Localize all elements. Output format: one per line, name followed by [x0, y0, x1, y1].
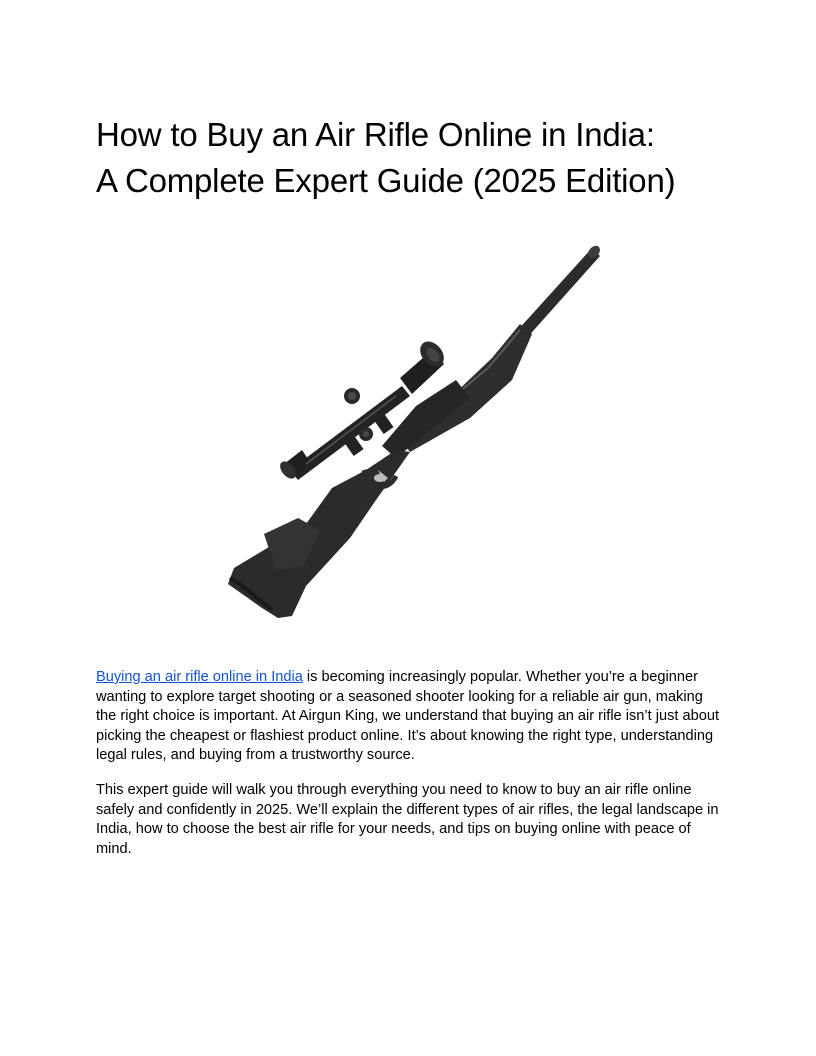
- air-rifle-illustration-icon: [220, 238, 610, 630]
- buying-air-rifle-link[interactable]: Buying an air rifle online in India: [96, 669, 303, 685]
- guide-overview-paragraph: This expert guide will walk you through everything you need to know to buy an air rifle online safely and confidently in 2025. We’ll explain the different types of air rifles, the legal landscape in India, how to choose the best air rifle for your needs, and tips on buying online with peace of mind.: [96, 782, 719, 857]
- title-line-2: A Complete Expert Guide (2025 Edition): [96, 162, 676, 199]
- title-line-1: How to Buy an Air Rifle Online in India:: [96, 116, 655, 153]
- air-rifle-image: [220, 238, 610, 630]
- page-title: [96, 112, 736, 204]
- rifle-barrel: [516, 248, 600, 340]
- intro-paragraph: [96, 668, 726, 766]
- intro-paragraph-text: is becoming increasingly popular. Whether you’re a beginner wanting to explore target shooting or a seasoned shooter looking for a reliable air gun, making the right choice is important. At Airgun King, we understand that buying an air rifle isn’t just about picking the cheapest or flashiest product online. It’s about knowing the right type, understanding legal rules, and buying from a trustworthy source.: [96, 669, 720, 763]
